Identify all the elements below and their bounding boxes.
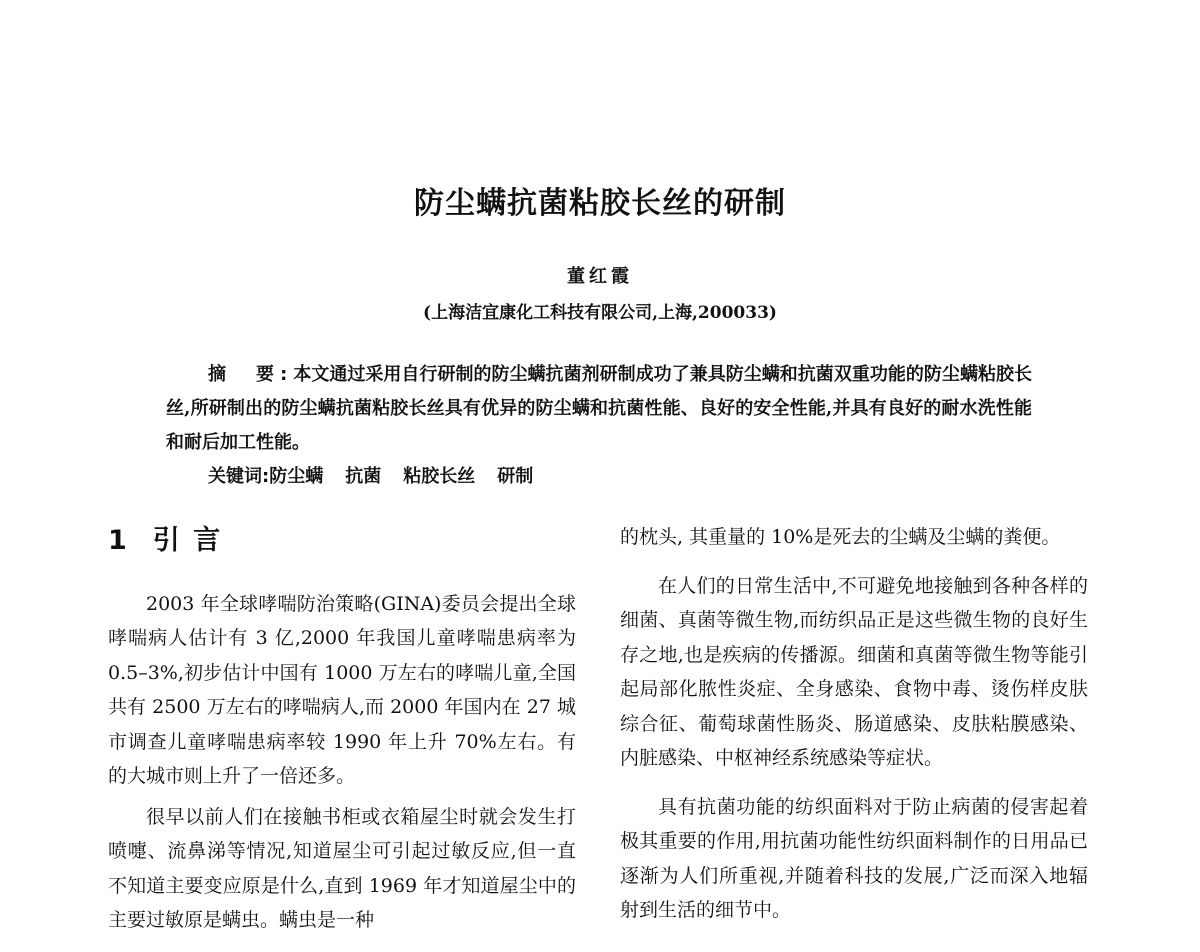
body-paragraph: 具有抗菌功能的纺织面料对于防止病菌的侵害起着极其重要的作用,用抗菌功能性纺织面料制作的日用品已逐渐为人们所重视,并随着科技的发展,广泛而深入地辐射到生活的细节中。 [620,795,1088,921]
abstract-label: 摘 要: [208,364,294,385]
section-number: 1 [108,525,129,556]
abstract [166,358,1032,460]
right-column [620,520,1088,928]
section-heading-introduction [108,524,576,559]
keyword-item: 抗菌 [345,466,382,487]
author-affiliation: (上海洁宜康化工科技有限公司,上海,200033) [423,303,777,323]
body-paragraph: 的枕头, 其重量的 10%是死去的尘螨及尘螨的粪便。 [620,526,1061,548]
body-paragraph: 在人们的日常生活中,不可避免地接触到各种各样的细菌、真菌等微生物,而纺织品正是这些微生物的良好生存之地,也是疾病的传播源。细菌和真菌等微生物等能引起局部化脓性炎症、全身感染、食物中毒、烫伤样皮肤综合征、葡萄球菌性肠炎、肠道感染、皮肤粘膜感染、内脏感染、中枢神经系统感染等症状。 [620,574,1088,769]
body-paragraph: 2003 年全球哮喘防治策略(GINA)委员会提出全球哮喘病人估计有 3 亿,2000 年我国儿童哮喘患病率为 0.5–3%,初步估计中国有 1000 万左右的哮喘儿童,全国共有 2500 万左右的哮喘病人,而 2000 年国内在 27 城市调查儿童哮喘患病率较 1990 年上升 70%左右。有的大城市则上升了一倍还多。 [108,592,576,787]
keyword-item: 粘胶长丝 [403,466,476,487]
keywords-label: 关键词: [208,466,270,487]
paper-title: 防尘螨抗菌粘胶长丝的研制 [414,186,786,221]
section-title: 引 言 [152,525,223,556]
body-paragraph: 很早以前人们在接触书柜或衣箱屋尘时就会发生打喷嚏、流鼻涕等情况,知道屋尘可引起过敏反应,但一直不知道主要变应原是什么,直到 1969 年才知道屋尘中的主要过敏原是螨虫。螨虫是一种 [108,805,576,931]
keywords [208,460,1028,494]
author-name: 董红霞 [567,266,633,287]
keyword-item: 研制 [497,466,534,487]
left-column [108,520,576,938]
abstract-text: 本文通过采用自行研制的防尘螨抗菌剂研制成功了兼具防尘螨和抗菌双重功能的防尘螨粘胶长丝,所研制出的防尘螨抗菌粘胶长丝具有优异的防尘螨和抗菌性能、良好的安全性能,并具有良好的耐水洗性能和耐后加工性能。 [166,364,1033,453]
keyword-item: 防尘螨 [269,466,324,487]
